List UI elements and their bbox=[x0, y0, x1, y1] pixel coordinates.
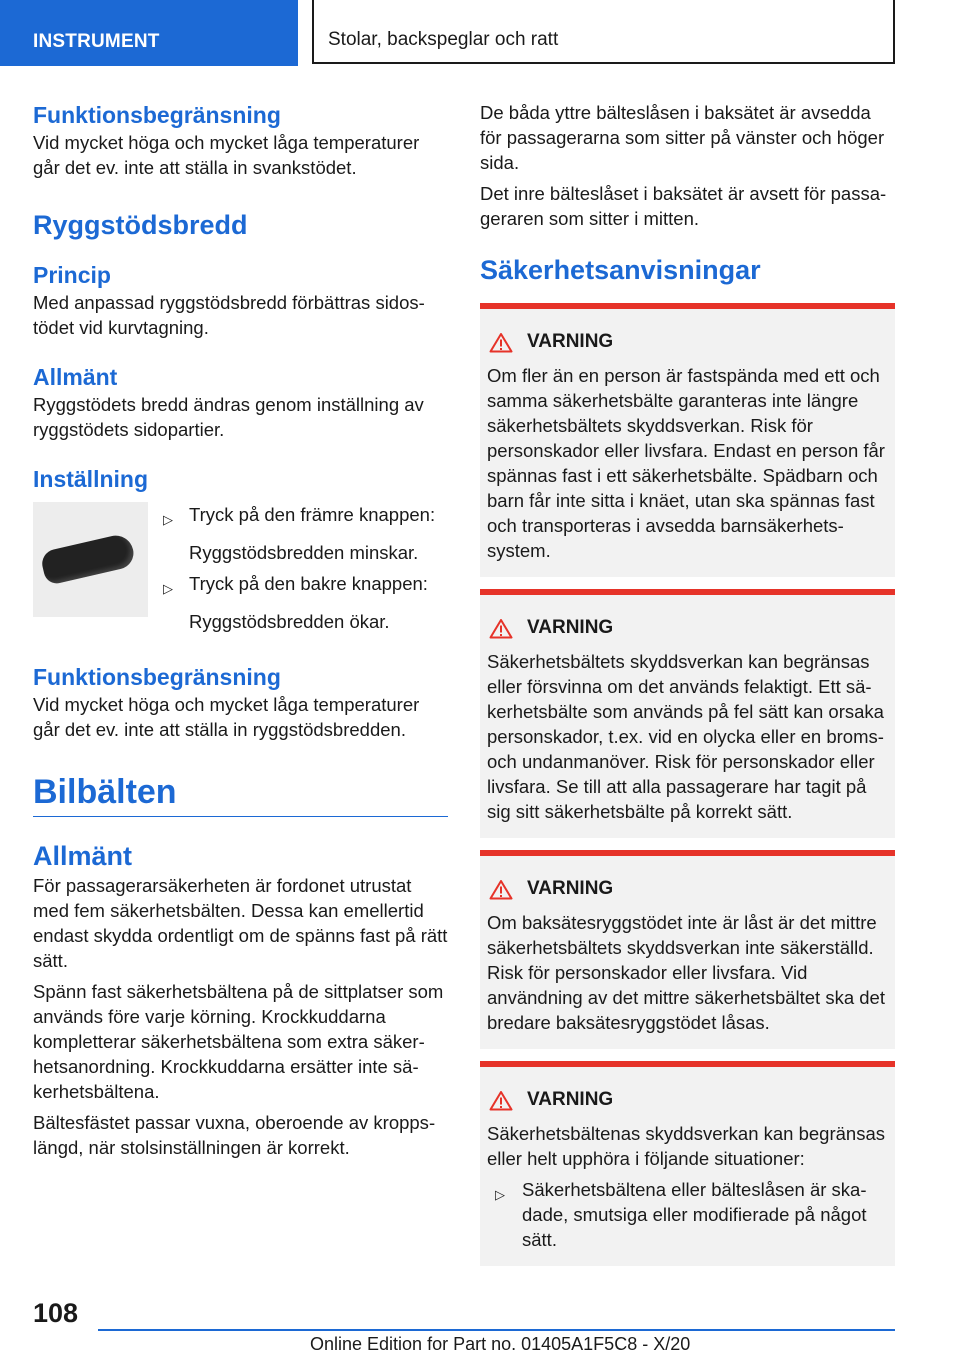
warning-title: VARNING bbox=[487, 1087, 889, 1113]
rear-buckles-text: De båda yttre bälteslåsen i baksätet är avsedda för passagerarna som sitter på vänster och höger sida. bbox=[480, 102, 885, 173]
seatbelts-heading: Bilbälten bbox=[33, 773, 177, 811]
seatbelts-p2: Spänn fast säkerhetsbältena på de sittplatser som används före varje körning. Krockkuddarna kompletterar säkerhetsbältena som extra säkerhetsanordning. Krockkuddarna ersätter inte säkerhetsbältena. bbox=[33, 981, 444, 1102]
principle-heading: Princip bbox=[33, 262, 111, 288]
backrest-width-heading: Ryggstödsbredd bbox=[33, 210, 248, 240]
warning-title: VARNING bbox=[487, 876, 889, 902]
setting-heading: Inställning bbox=[33, 466, 148, 492]
safety-heading: Säkerhetsanvisningar bbox=[480, 255, 761, 285]
triangle-bullet-icon: ▷ bbox=[163, 512, 173, 527]
setting-row bbox=[33, 502, 448, 640]
section-tab: INSTRUMENT bbox=[0, 0, 298, 66]
warning-text: Om fler än en person är fastspända med ett och samma säkerhetsbälte garanteras inte längre säkerhetsbältets skyddsverkan. Risk för personskador eller livsfara. Endast en person får spännas fast i ett säkerhetsbälte. Spädbarn och barn får inte sitta i knäet, utan ska spännas fast och transporteras i avsedda barnsäkerhetssystem. bbox=[487, 365, 885, 561]
principle-text: Med anpassad ryggstödsbredd förbättras sidostödet vid kurvtagning. bbox=[33, 292, 425, 338]
list-item: ▷ Tryck på den främre knappen: bbox=[163, 502, 435, 532]
func-limit-heading-2: Funktionsbegränsning bbox=[33, 664, 281, 690]
triangle-bullet-icon: ▷ bbox=[495, 1187, 505, 1202]
func-limit-text: Vid mycket höga och mycket låga temperaturer går det ev. inte att ställa in svankstödet. bbox=[33, 132, 420, 178]
inner-buckle-text: Det inre bälteslåset i baksätet är avsett för passageraren som sitter i mitten. bbox=[480, 183, 887, 229]
warning-box bbox=[480, 1061, 895, 1266]
func-limit-text-2: Vid mycket höga och mycket låga temperaturer går det ev. inte att ställa in ryggstödsbredden. bbox=[33, 694, 420, 740]
seat-button-image bbox=[33, 502, 148, 617]
warning-box bbox=[480, 589, 895, 838]
warning-text: Om baksätesryggstödet inte är låst är det mittre säkerhetsbältets skyddsverkan inte säkerställd. Risk för personskador eller livsfara. Vid användning av det mittre säkerhetsbältet ska det bredare baksätesryggstödet låsas. bbox=[487, 912, 885, 1033]
seatbelts-heading-wrap bbox=[33, 770, 448, 817]
list-item: ▷ Säkerhetsbältena eller bälteslåsen är skadade, smutsiga eller modifierade på något sätt. bbox=[495, 1179, 867, 1250]
edition-text: Online Edition for Part no. 01405A1F5C8 - X/20 bbox=[310, 1334, 691, 1354]
warning-triangle-icon bbox=[489, 879, 513, 900]
seatbelts-p1: För passagerarsäkerheten är fordonet utrustat med fem säkerhetsbälten. Dessa kan emellertid endast skydda ordentligt om de spänns fast på rätt sätt. bbox=[33, 875, 448, 971]
chapter-title: Stolar, backspeglar och ratt bbox=[312, 0, 895, 64]
warning-box bbox=[480, 303, 895, 577]
general-heading: Allmänt bbox=[33, 364, 118, 390]
warning-box bbox=[480, 850, 895, 1049]
warning-triangle-icon bbox=[489, 618, 513, 639]
footer-divider bbox=[98, 1329, 895, 1331]
warning-title: VARNING bbox=[487, 329, 889, 355]
left-column bbox=[33, 100, 448, 1160]
func-limit-heading: Funktionsbegränsning bbox=[33, 102, 281, 128]
warning-title: VARNING bbox=[487, 615, 889, 641]
warning-triangle-icon bbox=[489, 332, 513, 353]
warning-text: Säkerhetsbältets skyddsverkan kan begränsas eller försvinna om det används felaktigt. Ett säkerhetsbälte som används på fel sätt kan orsaka personskador, t.ex. vid en olycka eller en broms- och undanmanöver. Risk för personskador eller livsfara. Se till att alla passagerare har tagit på sig sitt säkerhetsbälte på korrekt sätt. bbox=[487, 651, 884, 822]
seatbelts-general-heading: Allmänt bbox=[33, 841, 133, 871]
triangle-bullet-icon: ▷ bbox=[163, 581, 173, 596]
page-number: 108 bbox=[33, 1298, 79, 1328]
step-result: Ryggstödsbredden minskar. bbox=[189, 542, 419, 563]
general-text: Ryggstödets bredd ändras genom inställning av ryggstödets sidopartier. bbox=[33, 394, 424, 440]
warning-triangle-icon bbox=[489, 1090, 513, 1111]
step-result: Ryggstödsbredden ökar. bbox=[189, 611, 390, 632]
seatbelts-p3: Bältesfästet passar vuxna, oberoende av kroppslängd, när stolsinställningen är korrekt. bbox=[33, 1112, 436, 1158]
warning-list bbox=[495, 1177, 889, 1252]
right-column bbox=[480, 100, 895, 1266]
list-item: ▷ Tryck på den bakre knappen: bbox=[163, 571, 435, 601]
warning-text: Säkerhetsbältenas skyddsverkan kan begränsas eller helt upphöra i följande situationer: bbox=[487, 1123, 885, 1169]
setting-steps bbox=[163, 502, 435, 640]
